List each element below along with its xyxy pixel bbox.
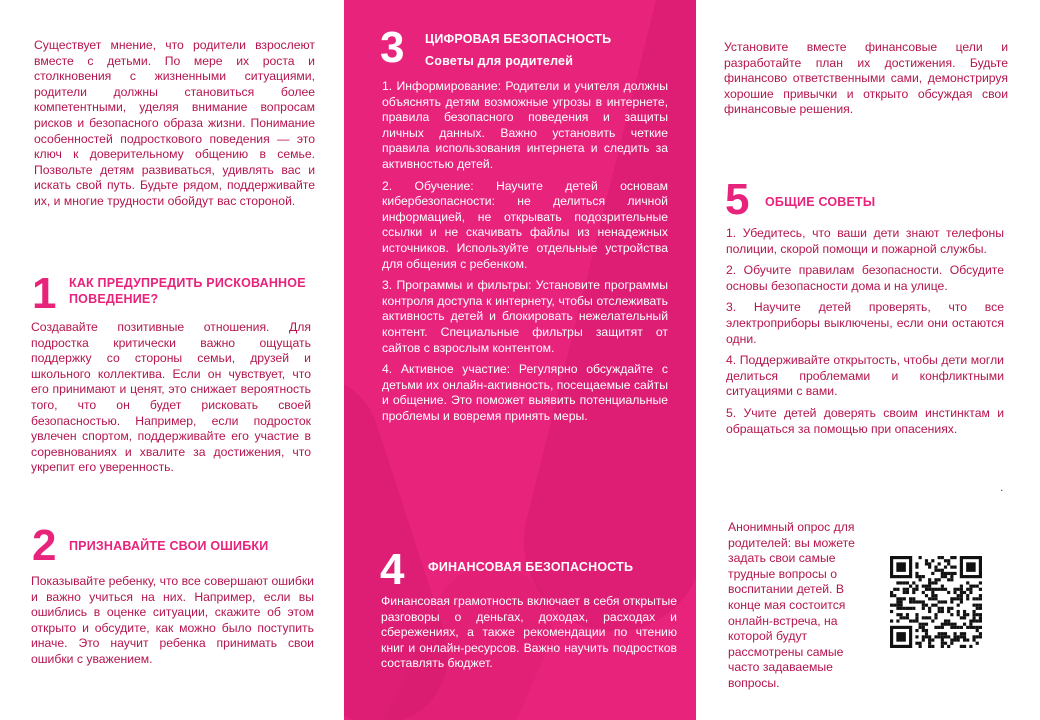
intro-text: Существует мнение, что родители взрослеют вместе с детьми. По мере их роста и столкновения с жизненными ситуациями, родители должны становиться более компетентными, уделяя внимание вопросам рисков и безопасного образа жизни. Понимание особенностей подросткового поведения — это ключ к доверительному общению в семье. Позвольте детям развиваться, удивлять вас и искать свой путь. Будьте рядом, поддерживайте их, и многие трудности обойдут вас стороной. <box>34 38 315 208</box>
section-3-number: 3 <box>380 23 405 72</box>
left-panel <box>0 0 344 720</box>
section-3-list <box>382 79 668 430</box>
list-item: 2. Обучение: Научите детей основам кибербезопасности: не делиться личной информацией, не открывать подозрительные ссылки и не скачивать файлы из ненадежных источников. Используйте отдельные устройства для общения с ребенком. <box>382 178 668 271</box>
trailing-dot: . <box>1000 480 1004 494</box>
list-item: 1. Убедитесь, что ваши дети знают телефоны полиции, скорой помощи и пожарной службы. <box>726 226 1004 256</box>
section-5-list <box>726 226 1004 443</box>
list-item: 4. Активное участие: Регулярно обсуждайте с детьми их онлайн-активность, посещаемые сайты и общение. Это поможет выявить потенциальные проблемы и вовремя принять меры. <box>382 362 668 423</box>
right-panel <box>696 0 1040 720</box>
finance-continued-text: Установите вместе финансовые цели и разработайте план их достижения. Будьте финансово ответственными сами, демонстрируя хорошие привычки и открыто обсуждая свои финансовые решения. <box>724 40 1008 117</box>
qr-code-graphic <box>890 556 982 648</box>
section-5-heading: ОБЩИЕ СОВЕТЫ <box>765 195 876 209</box>
section-4-number: 4 <box>380 545 405 594</box>
section-5-number: 5 <box>725 175 750 224</box>
section-4-heading: ФИНАНСОВАЯ БЕЗОПАСНОСТЬ <box>428 560 634 574</box>
section-3-heading: ЦИФРОВАЯ БЕЗОПАСНОСТЬ <box>425 32 612 46</box>
list-item: 2. Обучите правилам безопасности. Обсудите основы безопасности дома и на улице. <box>726 263 1004 293</box>
list-item: 1. Информирование: Родители и учителя должны объяснять детям возможные угрозы в интернете, правила безопасного поведения и защиты личных данных. Важно установить четкие правила использования интернета и следить за активностью детей. <box>382 79 668 171</box>
section-2-number: 2 <box>32 521 57 570</box>
qr-code-icon[interactable] <box>890 556 982 648</box>
section-3-subheading: Советы для родителей <box>425 54 574 68</box>
list-item: 3. Программы и фильтры: Установите программы контроля доступа к интернету, чтобы отслеживать активность детей и блокировать нежелательный контент. Специальные фильтры защитят от сайтов с взрослым контентом. <box>382 278 668 355</box>
section-4-body: Финансовая грамотность включает в себя открытые разговоры о деньгах, доходах, расходах и сбережениях, а также рекомендации по чтению книг и онлайн-ресурсов. Важно научить подростков составлять бюджет. <box>381 594 677 671</box>
middle-panel <box>344 0 696 720</box>
list-item: 4. Поддерживайте открытость, чтобы дети могли делиться проблемами и конфликтными ситуациями с вами. <box>726 353 1004 399</box>
section-2-body: Показывайте ребенку, что все совершают ошибки и важно учиться на них. Например, если вы ошиблись в оценке ситуации, скажите об этом открыто и обсудите, как можно было поступить иначе. Это научит ребенка принимать свои ошибки с уважением. <box>31 574 314 666</box>
section-2-heading: ПРИЗНАВАЙТЕ СВОИ ОШИБКИ <box>69 539 269 553</box>
section-1-number: 1 <box>32 269 57 318</box>
list-item: 5. Учите детей доверять своим инстинктам и обращаться за помощью при опасениях. <box>726 405 1004 436</box>
survey-text: Анонимный опрос для родителей: вы можете задать свои самые трудные вопросы о воспитании детей. В конце мая состоится онлайн-встреча, на которой будут рассмотрены самые часто задаваемые вопросы. <box>728 520 855 690</box>
section-1-heading: КАК ПРЕДУПРЕДИТЬ РИСКОВАННОЕ ПОВЕДЕНИЕ? <box>69 276 306 306</box>
list-item: 3. Научите детей проверять, что все электроприборы выключены, если они остаются одни. <box>726 300 1004 346</box>
section-1-body: Создавайте позитивные отношения. Для подростка критически важно ощущать поддержку со стороны семьи, друзей и школьного коллектива. Если он чувствует, что его принимают и ценят, это снижает вероятность того, что он будет рисковать своей безопасностью. Например, если подросток увлечен спортом, поддерживайте его участие в соревнованиях и хвалите за достижения, что укрепит его уверенность. <box>31 320 311 475</box>
